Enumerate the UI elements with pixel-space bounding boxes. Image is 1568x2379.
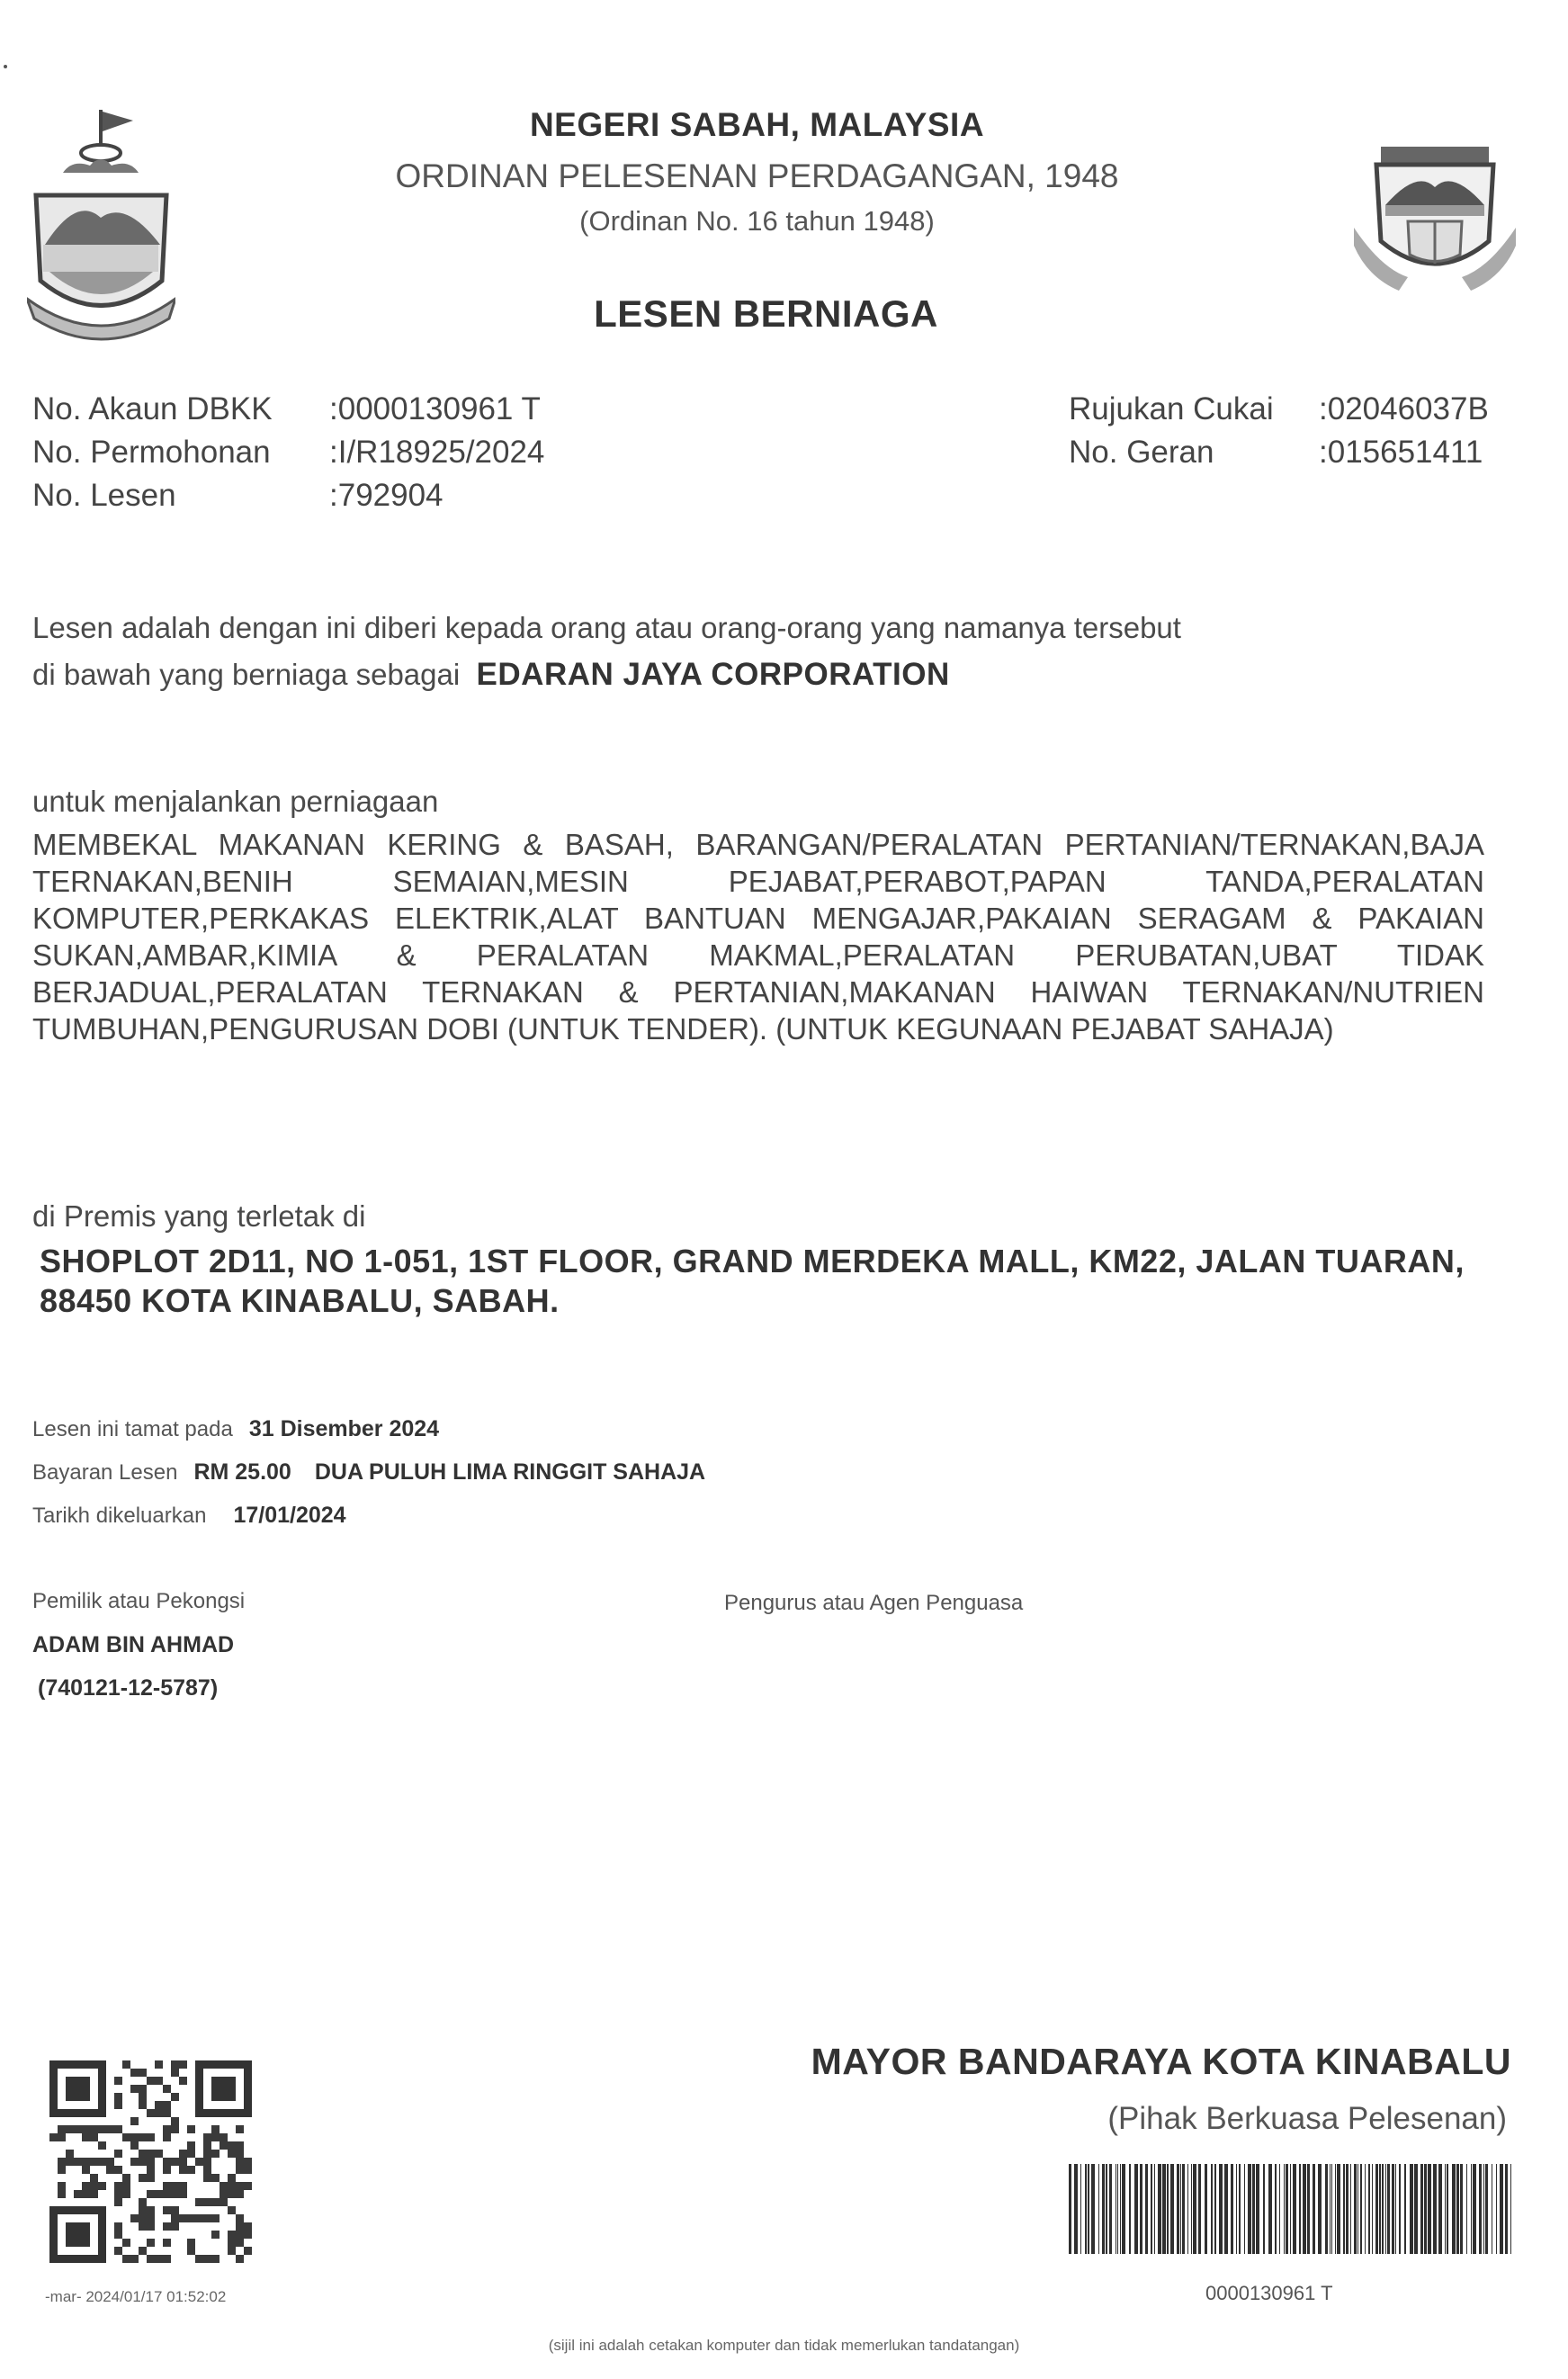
barcode-number: 0000130961 T: [1205, 2282, 1333, 2304]
fee-amount: RM 25.00: [193, 1459, 291, 1485]
grant-line-2-prefix: di bawah yang berniaga sebagai: [32, 658, 461, 691]
tax-reference-row: Rujukan Cukai :02046037B: [1069, 391, 1489, 426]
info-label: Rujukan Cukai: [1069, 391, 1274, 426]
owner-label: Pemilik atau Pekongsi: [32, 1589, 246, 1613]
info-label: No. Geran: [1069, 435, 1214, 470]
info-value: 02046037B: [1327, 391, 1489, 426]
info-value: I/R18925/2024: [337, 435, 545, 470]
business-name: EDARAN JAYA CORPORATION: [476, 657, 950, 692]
fee-in-words: DUA PULUH LIMA RINGGIT SAHAJA: [314, 1459, 706, 1485]
info-value: 792904: [337, 478, 444, 513]
authority-title: MAYOR BANDARAYA KOTA KINABALU: [811, 2041, 1511, 2082]
state-name: NEGERI SABAH, MALAYSIA: [529, 106, 985, 143]
premise-label: di Premis yang terletak di: [32, 1199, 366, 1233]
stray-dot: [4, 65, 7, 68]
business-activities: MEMBEKAL MAKANAN KERING & BASAH, BARANGAN/PERALATAN PERTANIAN/TERNAKAN,BAJA TERNAKAN,BENIH SEMAIAN,MESIN PEJABAT,PERABOT,PAPAN TANDA,PERALATAN KOMPUTER,PERKAKAS ELEKTRIK,ALAT BANTUAN MENGAJAR,PAKAIAN SERAGAM & PAKAIAN SUKAN,AMBAR,KIMIA & PERALATAN MAKMAL,PERALATAN PERUBATAN,UBAT TIDAK BERJADUAL,PERALATAN TERNAKAN & PERTANIAN,MAKANAN HAIWAN TERNAKAN/NUTRIEN TUMBUHAN,PENGURUSAN DOBI (UNTUK TENDER). (UNTUK KEGUNAAN PEJABAT SAHAJA): [32, 828, 1484, 1046]
authority-subtitle: (Pihak Berkuasa Pelesenan): [1107, 2101, 1507, 2136]
fee-label: Bayaran Lesen: [32, 1460, 178, 1485]
expiry-date: 31 Disember 2024: [248, 1416, 440, 1441]
document-title: LESEN BERNIAGA: [594, 292, 938, 335]
application-number-row: No. Permohonan :I/R18925/2024: [32, 435, 545, 470]
info-value: 015651411: [1327, 435, 1483, 470]
manager-label: Pengurus atau Agen Penguasa: [724, 1591, 1024, 1615]
expiry-row: [32, 1416, 439, 1442]
info-label: No. Lesen: [32, 478, 176, 513]
ordinance-title: ORDINAN PELESENAN PERDAGANGAN, 1948: [395, 157, 1119, 194]
info-label: No. Akaun DBKK: [32, 391, 273, 426]
grant-line-2: [32, 651, 1472, 698]
issued-label: Tarikh dikeluarkan: [32, 1504, 207, 1528]
owner-name: ADAM BIN AHMAD: [32, 1632, 235, 1657]
ordinance-number: (Ordinan No. 16 tahun 1948): [579, 205, 935, 237]
barcode-icon: [1069, 2164, 1514, 2254]
print-timestamp: -mar- 2024/01/17 01:52:02: [45, 2288, 227, 2305]
fee-row: [32, 1459, 705, 1486]
computer-generated-note: (sijil ini adalah cetakan komputer dan tidak memerlukan tandatangan): [548, 2337, 1020, 2354]
grant-line-1: Lesen adalah dengan ini diberi kepada orang atau orang-orang yang namanya tersebut: [32, 611, 1181, 644]
grant-number-row: No. Geran :015651411: [1069, 435, 1483, 470]
license-number-row: No. Lesen :792904: [32, 478, 444, 513]
expiry-label: Lesen ini tamat pada: [32, 1417, 233, 1441]
issued-date: 17/01/2024: [233, 1503, 346, 1528]
owner-id: (740121-12-5787): [38, 1675, 219, 1701]
grant-statement: [32, 605, 1472, 698]
premise-address: SHOPLOT 2D11, NO 1-051, 1ST FLOOR, GRAND MERDEKA MALL, KM22, JALAN TUARAN, 88450 KOTA KINABALU, SABAH.: [40, 1243, 1465, 1319]
info-value: 0000130961 T: [337, 391, 541, 426]
info-label: No. Permohonan: [32, 435, 271, 470]
account-number-row: No. Akaun DBKK :0000130961 T: [32, 391, 541, 426]
business-label: untuk menjalankan perniagaan: [32, 785, 439, 818]
qr-code-icon: [49, 2060, 252, 2263]
issued-row: [32, 1503, 346, 1529]
